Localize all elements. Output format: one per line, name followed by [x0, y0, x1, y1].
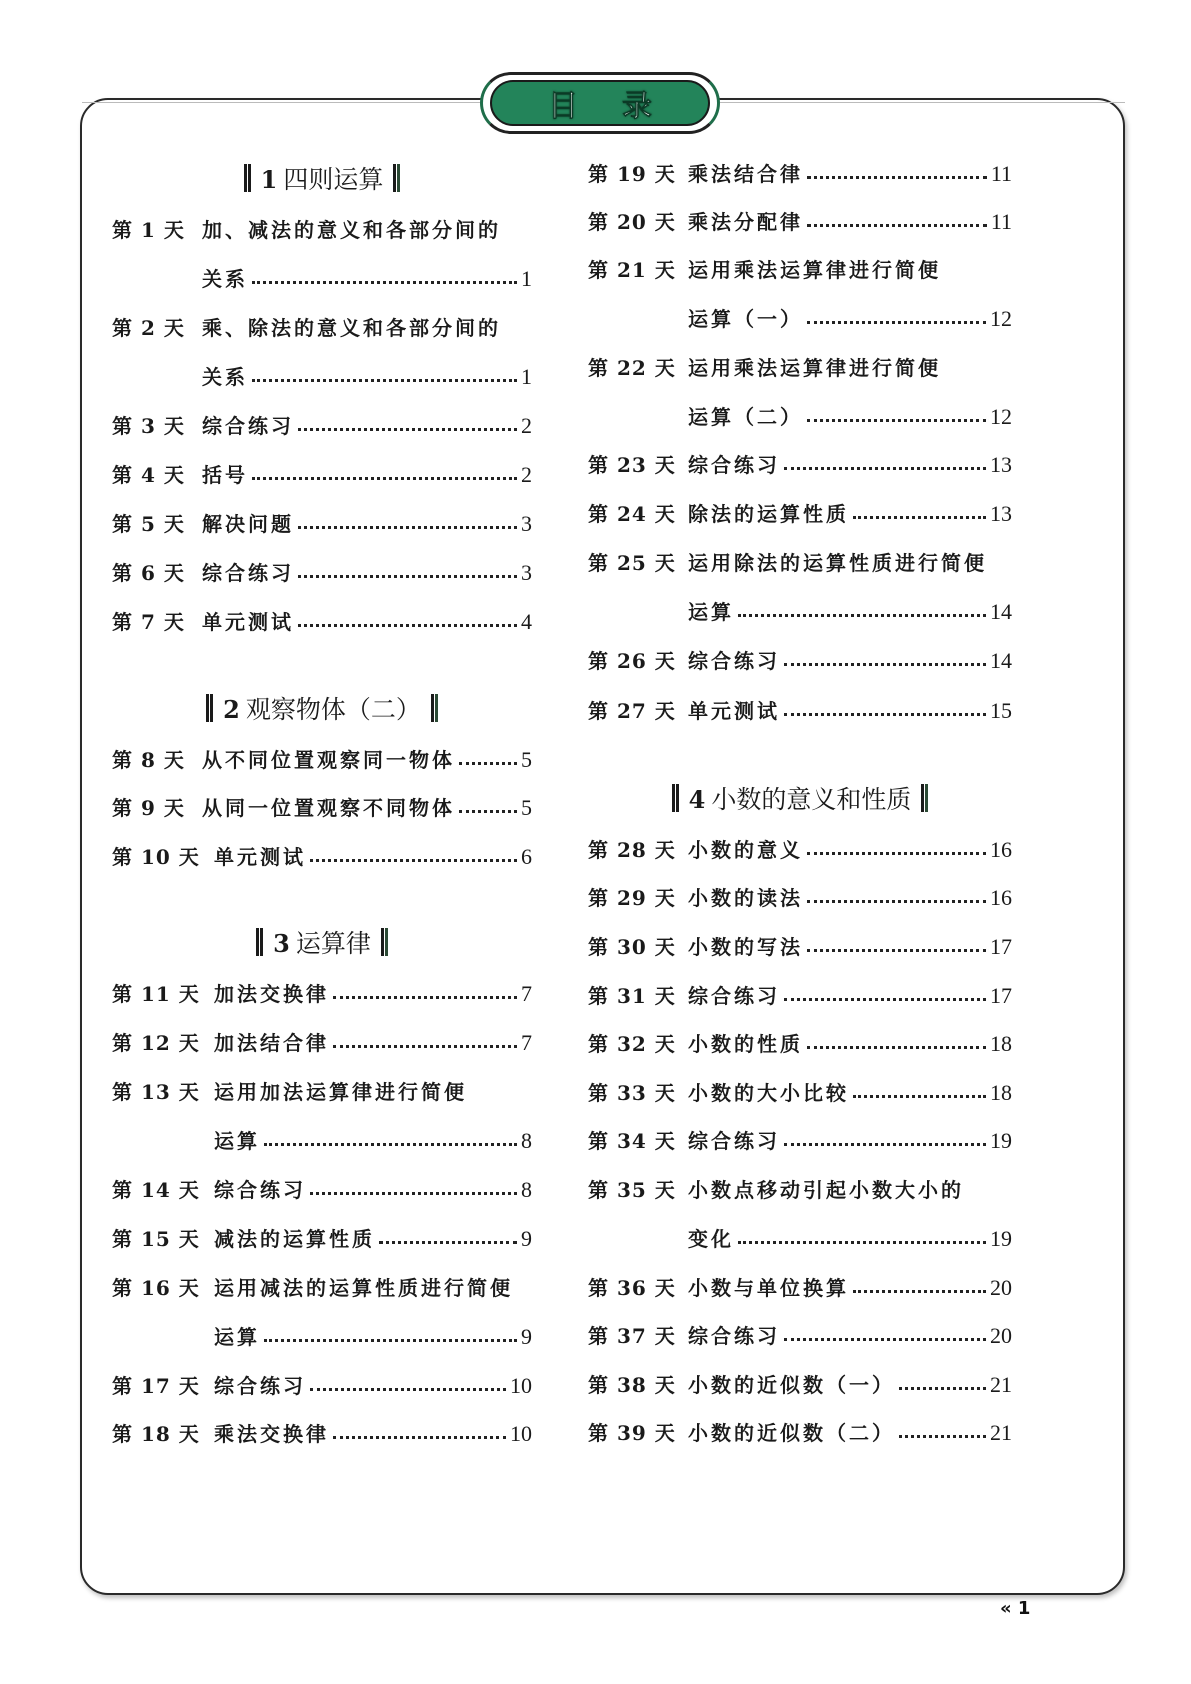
entry-leader-row	[214, 1174, 532, 1206]
page-number-ref: 3	[521, 560, 532, 585]
page-number-ref: 9	[521, 1324, 532, 1349]
day-label: 第 30 天	[588, 935, 676, 959]
entry-title: 综合练习	[688, 984, 780, 1008]
entry-title: 运用加法运算律进行简便	[214, 1080, 467, 1104]
page-number-ref: 14	[990, 599, 1012, 624]
toc-entry[interactable]	[112, 459, 532, 491]
entry-title: 减法的运算性质	[214, 1227, 375, 1251]
toc-entry[interactable]	[588, 1174, 1012, 1251]
section-title: 运算律	[295, 929, 371, 958]
entry-leader-row	[202, 744, 532, 776]
entry-leader-row	[688, 1417, 1012, 1449]
entry-leader-row	[688, 206, 1012, 238]
section-heading	[112, 690, 532, 726]
entry-leader-row	[214, 1321, 532, 1353]
toc-entry[interactable]	[588, 547, 1012, 624]
dot-leader	[264, 1143, 517, 1146]
entry-title: 运算	[688, 600, 734, 624]
day-label: 第 29 天	[588, 886, 676, 910]
page-number-ref: 17	[990, 983, 1012, 1008]
entry-title: 小数的读法	[688, 886, 803, 910]
entry-title: 加法结合律	[214, 1031, 329, 1055]
section-title: 小数的意义和性质	[711, 785, 912, 814]
dot-leader	[807, 852, 986, 855]
day-label: 第 10 天	[112, 845, 200, 869]
page-number-ref: 15	[990, 698, 1012, 723]
dot-leader	[853, 1290, 986, 1293]
entry-title: 综合练习	[688, 453, 780, 477]
dot-leader	[738, 614, 986, 617]
day-label: 第 5 天	[112, 512, 185, 536]
page-number-ref: 6	[521, 844, 532, 869]
dot-leader	[333, 1436, 506, 1439]
page-number-ref: 1	[521, 266, 532, 291]
toc-entry[interactable]	[588, 206, 1012, 238]
dot-leader	[310, 1192, 517, 1195]
dot-leader	[899, 1387, 986, 1390]
page-number-ref: 8	[521, 1177, 532, 1202]
toc-entry[interactable]	[588, 1320, 1012, 1352]
day-label: 第 38 天	[588, 1373, 676, 1397]
page-number: « 1	[1000, 1598, 1031, 1619]
toc-entry[interactable]	[588, 449, 1012, 481]
toc-entry[interactable]	[112, 744, 532, 776]
day-label: 第 35 天	[588, 1178, 676, 1202]
entry-leader-row	[688, 834, 1012, 866]
toc-title-badge	[480, 72, 720, 134]
entry-leader-row	[688, 1028, 1012, 1060]
day-label: 第 31 天	[588, 984, 676, 1008]
dot-leader	[298, 575, 517, 578]
day-label: 第 8 天	[112, 748, 185, 772]
page-number-ref: 19	[990, 1128, 1012, 1153]
dot-leader	[298, 526, 517, 529]
entry-title: 单元测试	[688, 699, 780, 723]
toc-entry[interactable]	[588, 1417, 1012, 1449]
day-label: 第 32 天	[588, 1032, 676, 1056]
toc-entry[interactable]	[112, 312, 532, 389]
entry-title: 小数的大小比较	[688, 1081, 849, 1105]
entry-title: 综合练习	[214, 1178, 306, 1202]
toc-entry[interactable]	[112, 1027, 532, 1059]
page-number-ref: 7	[521, 1030, 532, 1055]
toc-entry[interactable]	[588, 352, 1012, 429]
toc-entry[interactable]	[588, 254, 1012, 331]
section-title: 观察物体（二）	[245, 695, 421, 724]
entry-title: 运用乘法运算律进行简便	[688, 356, 941, 380]
day-label: 第 18 天	[112, 1422, 200, 1446]
page-number-ref: 2	[521, 413, 532, 438]
page-number-ref: 11	[990, 209, 1012, 234]
dot-leader	[252, 281, 517, 284]
dot-leader	[310, 1388, 506, 1391]
entry-title: 运算（一）	[688, 307, 803, 331]
day-label: 第 34 天	[588, 1129, 676, 1153]
entry-title: 单元测试	[202, 610, 294, 634]
entry-title: 乘法结合律	[688, 162, 803, 186]
day-label: 第 19 天	[588, 162, 676, 186]
day-label: 第 3 天	[112, 414, 185, 438]
day-label: 第 13 天	[112, 1080, 200, 1104]
entry-title: 小数的近似数（二）	[688, 1421, 895, 1445]
page-number-ref: 1	[521, 364, 532, 389]
toc-entry[interactable]	[112, 841, 532, 873]
toc-entry[interactable]	[112, 606, 532, 638]
double-bar-icon	[431, 694, 438, 722]
toc-entry[interactable]	[112, 1076, 532, 1153]
entry-title: 综合练习	[688, 1324, 780, 1348]
entry-leader-row	[688, 449, 1012, 481]
dot-leader	[784, 1143, 986, 1146]
page-number-ref: 2	[521, 462, 532, 487]
toc-entry[interactable]	[588, 1125, 1012, 1157]
entry-title: 小数与单位换算	[688, 1276, 849, 1300]
double-bar-icon	[206, 694, 213, 722]
entry-leader-row	[688, 931, 1012, 963]
dot-leader	[784, 467, 986, 470]
entry-leader-row	[688, 158, 1012, 190]
section-number: 2	[223, 695, 240, 724]
entry-leader-row	[214, 1027, 532, 1059]
entry-leader-row	[202, 557, 532, 589]
entry-title: 综合练习	[202, 561, 294, 585]
page-number-ref: 10	[510, 1373, 532, 1398]
page-number-ref: 16	[990, 885, 1012, 910]
entry-title: 综合练习	[688, 1129, 780, 1153]
entry-leader-row	[688, 1369, 1012, 1401]
entry-leader-row	[688, 1125, 1012, 1157]
entry-title: 运用乘法运算律进行简便	[688, 258, 941, 282]
dot-leader	[807, 949, 986, 952]
header-rule-right	[720, 102, 1125, 103]
dot-leader	[784, 663, 986, 666]
entry-leader-row	[202, 410, 532, 442]
entry-title: 变化	[688, 1227, 734, 1251]
page-number-ref: 9	[521, 1226, 532, 1251]
section-title: 四则运算	[283, 165, 384, 194]
entry-title: 小数的写法	[688, 935, 803, 959]
day-label: 第 26 天	[588, 649, 676, 673]
entry-leader-row	[688, 1320, 1012, 1352]
day-label: 第 14 天	[112, 1178, 200, 1202]
entry-leader-row	[202, 459, 532, 491]
toc-entry[interactable]	[588, 1077, 1012, 1109]
page-number-ref: 12	[990, 306, 1012, 331]
day-label: 第 11 天	[112, 982, 200, 1006]
dot-leader	[252, 379, 517, 382]
day-label: 第 25 天	[588, 551, 676, 575]
entry-title: 运用减法的运算性质进行简便	[214, 1276, 513, 1300]
toc-entry[interactable]	[588, 498, 1012, 530]
toc-entry[interactable]	[112, 1174, 532, 1206]
dot-leader	[298, 428, 517, 431]
day-label: 第 9 天	[112, 796, 185, 820]
toc-entry[interactable]	[112, 1272, 532, 1349]
section-number: 1	[260, 165, 278, 194]
entry-leader-row	[688, 1077, 1012, 1109]
dot-leader	[333, 1045, 517, 1048]
page-number-ref: 5	[521, 795, 532, 820]
entry-leader-row	[688, 695, 1012, 727]
entry-title: 关系	[202, 267, 248, 291]
toc-entry[interactable]	[588, 882, 1012, 914]
day-label: 第 33 天	[588, 1081, 676, 1105]
dot-leader	[807, 419, 986, 422]
toc-entry[interactable]	[588, 1369, 1012, 1401]
entry-title: 乘法交换律	[214, 1422, 329, 1446]
entry-leader-row	[688, 596, 1012, 628]
dot-leader	[459, 810, 517, 813]
page-title-char-2: 录	[622, 89, 652, 124]
day-label: 第 27 天	[588, 699, 676, 723]
page-number-ref: 17	[990, 934, 1012, 959]
entry-title: 从不同位置观察同一物体	[202, 748, 455, 772]
day-label: 第 7 天	[112, 610, 185, 634]
toc-entry[interactable]	[588, 1272, 1012, 1304]
day-label: 第 20 天	[588, 210, 676, 234]
entry-title: 综合练习	[202, 414, 294, 438]
day-label: 第 2 天	[112, 316, 185, 340]
entry-title: 单元测试	[214, 845, 306, 869]
page-title-char-1: 目	[548, 89, 578, 124]
entry-leader-row	[688, 645, 1012, 677]
entry-leader-row	[214, 1370, 532, 1402]
dot-leader	[333, 996, 517, 999]
entry-title: 小数的近似数（一）	[688, 1373, 895, 1397]
entry-title: 综合练习	[214, 1374, 306, 1398]
entry-leader-row	[214, 1223, 532, 1255]
page-number-ref: 8	[521, 1128, 532, 1153]
entry-title: 解决问题	[202, 512, 294, 536]
page-number-ref: 12	[990, 404, 1012, 429]
page-number-ref: 16	[990, 837, 1012, 862]
section-heading	[588, 780, 1012, 816]
entry-title: 小数的意义	[688, 838, 803, 862]
entry-title: 乘法分配律	[688, 210, 803, 234]
entry-leader-row	[688, 498, 1012, 530]
entry-title: 小数的性质	[688, 1032, 803, 1056]
double-bar-icon	[393, 164, 400, 192]
day-label: 第 23 天	[588, 453, 676, 477]
dot-leader	[252, 477, 517, 480]
entry-title: 除法的运算性质	[688, 502, 849, 526]
entry-leader-row	[688, 303, 1012, 335]
entry-leader-row	[202, 792, 532, 824]
entry-title: 运算（二）	[688, 405, 803, 429]
day-label: 第 4 天	[112, 463, 185, 487]
page-number-ref: 20	[990, 1323, 1012, 1348]
entry-leader-row	[688, 882, 1012, 914]
toc-entry[interactable]	[112, 557, 532, 589]
day-label: 第 39 天	[588, 1421, 676, 1445]
entry-title: 小数点移动引起小数大小的	[688, 1178, 964, 1202]
dot-leader	[298, 624, 517, 627]
toc-entry[interactable]	[112, 1418, 532, 1450]
toc-entry[interactable]	[588, 834, 1012, 866]
entry-leader-row	[688, 1272, 1012, 1304]
toc-entry[interactable]	[112, 1370, 532, 1402]
double-bar-icon	[256, 928, 263, 956]
page-number-ref: 5	[521, 747, 532, 772]
entry-title: 运用除法的运算性质进行简便	[688, 551, 987, 575]
double-bar-icon	[244, 164, 251, 192]
entry-leader-row	[214, 978, 532, 1010]
entry-title: 乘、除法的意义和各部分间的	[202, 316, 501, 340]
section-heading	[112, 160, 532, 196]
entry-title: 括号	[202, 463, 248, 487]
section-heading	[112, 924, 532, 960]
toc-entry[interactable]	[588, 695, 1012, 727]
dot-leader	[738, 1241, 986, 1244]
page-number-ref: 3	[521, 511, 532, 536]
entry-title: 加、减法的意义和各部分间的	[202, 218, 501, 242]
entry-title: 从同一位置观察不同物体	[202, 796, 455, 820]
page-number-ref: 7	[521, 981, 532, 1006]
entry-leader-row	[202, 606, 532, 638]
day-label: 第 28 天	[588, 838, 676, 862]
page-number-ref: 18	[990, 1080, 1012, 1105]
day-label: 第 16 天	[112, 1276, 200, 1300]
double-bar-icon	[381, 928, 388, 956]
day-label: 第 12 天	[112, 1031, 200, 1055]
dot-leader	[807, 224, 987, 227]
entry-leader-row	[202, 508, 532, 540]
day-label: 第 17 天	[112, 1374, 200, 1398]
dot-leader	[459, 762, 517, 765]
page-number-ref: 20	[990, 1275, 1012, 1300]
toc-entry[interactable]	[588, 158, 1012, 190]
toc-entry[interactable]	[112, 410, 532, 442]
day-label: 第 24 天	[588, 502, 676, 526]
dot-leader	[853, 1095, 986, 1098]
dot-leader	[807, 176, 987, 179]
section-number: 4	[688, 785, 706, 814]
page-number-ref: 10	[510, 1421, 532, 1446]
page-number-ref: 13	[990, 452, 1012, 477]
entry-leader-row	[688, 980, 1012, 1012]
double-bar-icon	[921, 784, 928, 812]
dot-leader	[379, 1241, 517, 1244]
entry-leader-row	[214, 841, 532, 873]
page-number-ref: 19	[990, 1226, 1012, 1251]
page-number-ref: 21	[990, 1372, 1012, 1397]
entry-title: 综合练习	[688, 649, 780, 673]
toc-entry[interactable]	[112, 508, 532, 540]
dot-leader	[264, 1339, 517, 1342]
day-label: 第 36 天	[588, 1276, 676, 1300]
dot-leader	[899, 1435, 986, 1438]
toc-entry[interactable]	[588, 980, 1012, 1012]
dot-leader	[807, 321, 986, 324]
toc-entry[interactable]	[112, 978, 532, 1010]
page-number-ref: 4	[521, 609, 532, 634]
page-number-ref: 13	[990, 501, 1012, 526]
toc-entry[interactable]	[588, 1028, 1012, 1060]
entry-leader-row	[688, 401, 1012, 433]
entry-leader-row	[214, 1125, 532, 1157]
dot-leader	[807, 900, 986, 903]
day-label: 第 37 天	[588, 1324, 676, 1348]
page-number-ref: 21	[990, 1420, 1012, 1445]
section-number: 3	[273, 929, 290, 958]
day-label: 第 15 天	[112, 1227, 200, 1251]
dot-leader	[310, 859, 517, 862]
entry-leader-row	[202, 263, 532, 295]
entry-leader-row	[202, 361, 532, 393]
entry-title: 运算	[214, 1129, 260, 1153]
dot-leader	[807, 1046, 986, 1049]
toc-entry[interactable]	[588, 931, 1012, 963]
toc-entry[interactable]	[112, 1223, 532, 1255]
dot-leader	[784, 1338, 986, 1341]
day-label: 第 6 天	[112, 561, 185, 585]
toc-entry[interactable]	[112, 792, 532, 824]
entry-leader-row	[214, 1418, 532, 1450]
dot-leader	[853, 516, 986, 519]
entry-title: 加法交换律	[214, 982, 329, 1006]
dot-leader	[784, 713, 986, 716]
toc-entry[interactable]	[112, 214, 532, 291]
page-number-ref: 14	[990, 648, 1012, 673]
header-rule-left	[82, 102, 480, 103]
badge-fill	[490, 80, 710, 126]
day-label: 第 1 天	[112, 218, 185, 242]
page-number-ref: 18	[990, 1031, 1012, 1056]
page-number-ref: 11	[990, 161, 1012, 186]
double-bar-icon	[672, 784, 679, 812]
entry-title: 关系	[202, 365, 248, 389]
dot-leader	[784, 998, 986, 1001]
toc-entry[interactable]	[588, 645, 1012, 677]
entry-title: 运算	[214, 1325, 260, 1349]
entry-leader-row	[688, 1223, 1012, 1255]
day-label: 第 21 天	[588, 258, 676, 282]
day-label: 第 22 天	[588, 356, 676, 380]
